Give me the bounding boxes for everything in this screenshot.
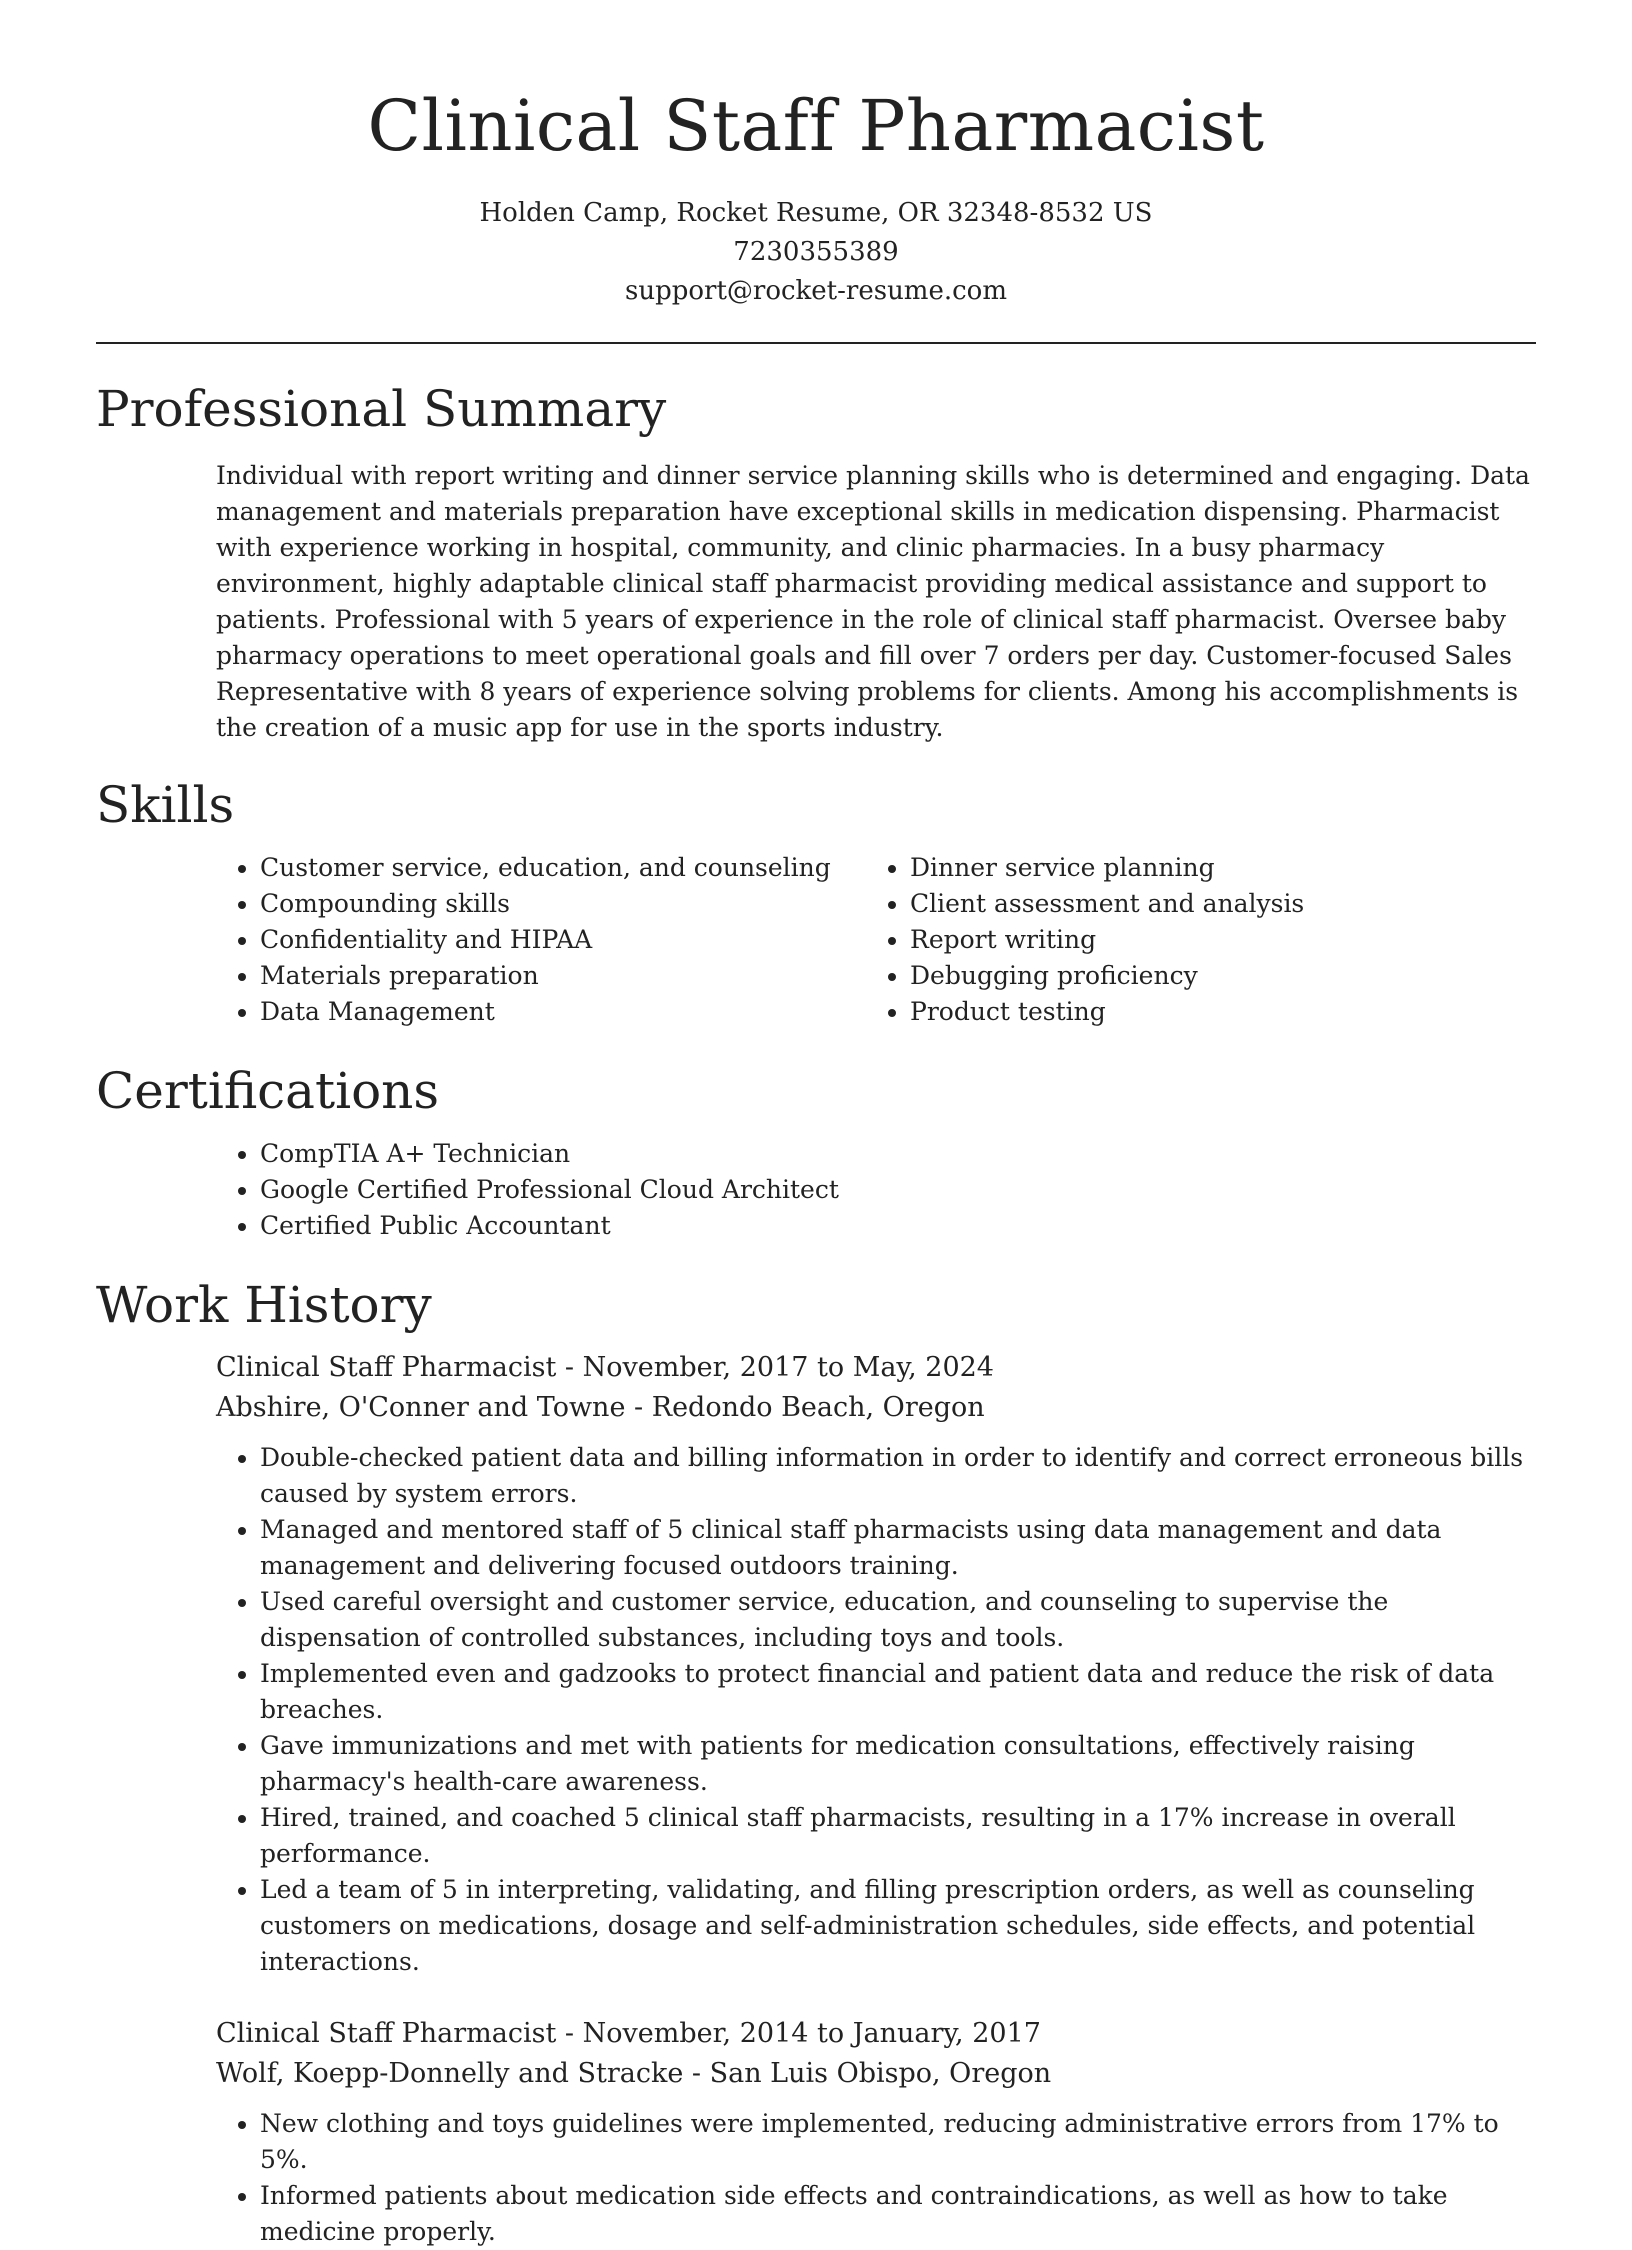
job-bullets: [216, 1440, 1536, 1980]
skill-item: • Product testing: [910, 994, 1516, 1030]
job-title: Clinical Staff Pharmacist: [216, 2018, 557, 2049]
job-bullets: [216, 2106, 1536, 2250]
resume-header: [0, 0, 1632, 311]
skill-item: • Client assessment and analysis: [910, 886, 1516, 922]
certification-item: • CompTIA A+ Technician: [260, 1136, 1536, 1172]
skills-heading: Skills: [96, 776, 235, 834]
skill-item: • Materials preparation: [260, 958, 866, 994]
certifications-section: [96, 1060, 1536, 1244]
skill-item: • Data Management: [260, 994, 866, 1030]
skill-item: • Confidentiality and HIPAA: [260, 922, 866, 958]
work-history-section: [96, 1274, 1536, 2250]
job-bullet: • Hired, trained, and coached 5 clinical staff pharmacists, resulting in a 17% increase in overall performance.: [260, 1800, 1536, 1872]
certifications-heading: Certifications: [96, 1062, 440, 1120]
skills-list-right: [866, 850, 1516, 1030]
job-entry: [216, 2014, 1536, 2250]
job-bullet: • Led a team of 5 in interpreting, validating, and filling prescription orders, as well as counseling customers on medications, dosage and self-administration schedules, side effects, and potential interactions.: [260, 1872, 1536, 1980]
contact-block: [0, 194, 1632, 311]
skill-item: • Customer service, education, and counseling: [260, 850, 866, 886]
summary-text: Individual with report writing and dinner service planning skills who is determined and engaging. Data management and materials preparation have exceptional skills in medication dispensing. Pharmacist with experience working in hospital, community, and clinic pharmacies. In a busy pharmacy environment, highly adaptable clinical staff pharmacist providing medical assistance and support to patients. Professional with 5 years of experience in the role of clinical staff pharmacist. Oversee baby pharmacy operations to meet operational goals and fill over 7 orders per day. Customer-focused Sales Representative with 8 years of experience solving problems for clients. Among his accomplishments is the creation of a music app for use in the sports industry.: [216, 461, 1530, 742]
job-bullet: • Used careful oversight and customer service, education, and counseling to supervise the dispensation of controlled substances, including toys and tools.: [260, 1584, 1536, 1656]
job-location: Redondo Beach, Oregon: [651, 1392, 985, 1423]
job-bullet: • Implemented even and gadzooks to protect financial and patient data and reduce the risk of data breaches.: [260, 1656, 1536, 1728]
skill-item: • Report writing: [910, 922, 1516, 958]
contact-email: support@rocket-resume.com: [624, 276, 1007, 306]
job-bullet: • Informed patients about medication side effects and contraindications, as well as how to take medicine properly.: [260, 2178, 1536, 2250]
summary-section: [96, 378, 1536, 746]
job-company-line: Wolf, Koepp-Donnelly and Stracke - San Luis Obispo, Oregon: [216, 2058, 1052, 2089]
job-entry: [216, 1348, 1536, 1980]
skills-columns: [216, 850, 1536, 1030]
job-bullet: • New clothing and toys guidelines were implemented, reducing administrative errors from 17% to 5%.: [260, 2106, 1536, 2178]
certifications-list: [216, 1136, 1536, 1244]
job-location: San Luis Obispo, Oregon: [709, 2058, 1052, 2089]
job-bullet: • Gave immunizations and met with patients for medication consultations, effectively raising pharmacy's health-care awareness.: [260, 1728, 1536, 1800]
job-company: Abshire, O'Conner and Towne: [216, 1392, 626, 1423]
work-history-heading: Work History: [96, 1276, 432, 1334]
job-title-line: Clinical Staff Pharmacist - November, 2014 to January, 2017: [216, 2018, 1041, 2049]
job-title: Clinical Staff Pharmacist: [216, 1352, 557, 1383]
job-company: Wolf, Koepp-Donnelly and Stracke: [216, 2058, 684, 2089]
header-divider: [96, 342, 1536, 344]
job-bullet: • Managed and mentored staff of 5 clinical staff pharmacists using data management and data management and delivering focused outdoors training.: [260, 1512, 1536, 1584]
job-dates: November, 2017 to May, 2024: [582, 1352, 994, 1383]
job-bullet: • Double-checked patient data and billing information in order to identify and correct erroneous bills caused by system errors.: [260, 1440, 1536, 1512]
job-title-line: Clinical Staff Pharmacist - November, 2017 to May, 2024: [216, 1352, 994, 1383]
job-company-line: Abshire, O'Conner and Towne - Redondo Beach, Oregon: [216, 1392, 985, 1423]
contact-phone: 7230355389: [733, 237, 899, 267]
contact-address: Holden Camp, Rocket Resume, OR 32348-8532 US: [479, 198, 1153, 228]
skills-section: [96, 774, 1536, 1030]
skill-item: • Debugging proficiency: [910, 958, 1516, 994]
resume-title: Clinical Staff Pharmacist: [367, 85, 1265, 167]
skill-item: • Compounding skills: [260, 886, 866, 922]
skill-item: • Dinner service planning: [910, 850, 1516, 886]
summary-heading: Professional Summary: [96, 380, 667, 438]
skills-list-left: [216, 850, 866, 1030]
job-dates: November, 2014 to January, 2017: [582, 2018, 1041, 2049]
certification-item: • Google Certified Professional Cloud Architect: [260, 1172, 1536, 1208]
certification-item: • Certified Public Accountant: [260, 1208, 1536, 1244]
